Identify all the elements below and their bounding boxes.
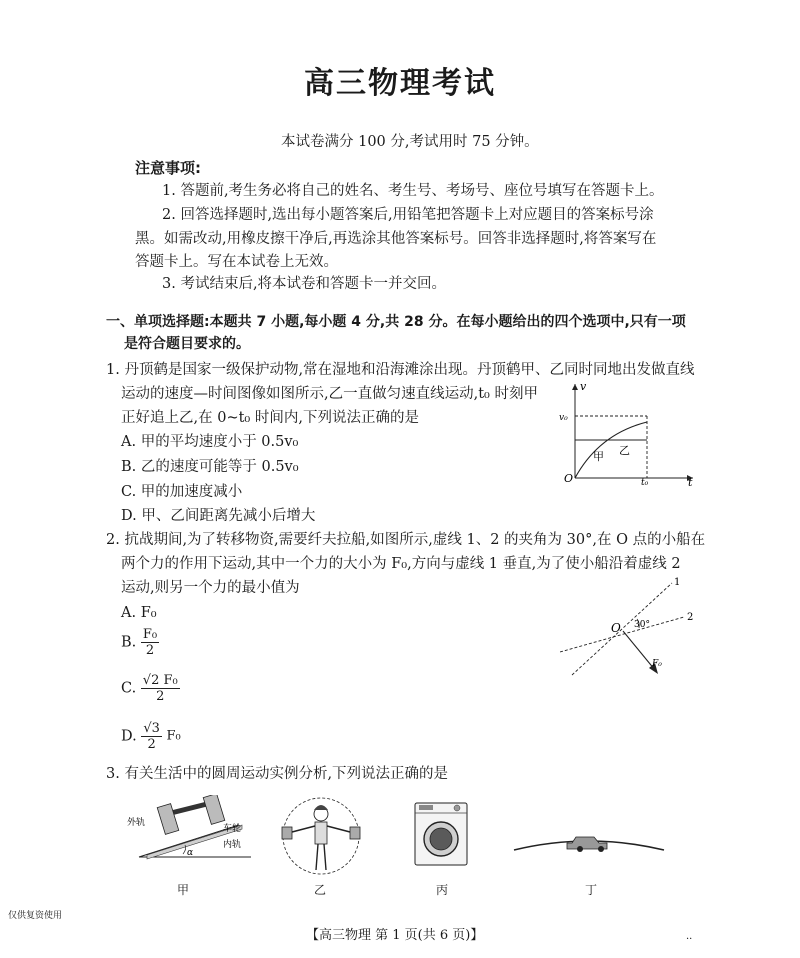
q2-option-c-fraction bbox=[141, 673, 180, 704]
q2-option-d-denominator: 2 bbox=[147, 737, 156, 752]
q1-stem-line3: 正好追上乙,在 0~t₀ 时间内,下列说法正确的是 bbox=[121, 410, 419, 426]
q3-caption-bing: 丙 bbox=[436, 883, 449, 897]
q2-label-force: F₀ bbox=[652, 659, 662, 669]
section1-line2: 是符合题目要求的。 bbox=[124, 336, 250, 352]
q1-graph-x-label: t bbox=[688, 476, 693, 488]
q3-caption-yi: 乙 bbox=[314, 883, 327, 897]
q2-option-b-label: B. bbox=[121, 634, 137, 651]
q2-stem-line2: 两个力的作用下运动,其中一个力的大小为 F₀,方向与虚线 1 垂直,为了使小船沿着虚线 2 bbox=[121, 556, 681, 572]
q2-force-diagram bbox=[560, 575, 705, 685]
q2-label-angle: 30° bbox=[634, 620, 650, 630]
notice-item-2a: 2. 回答选择题时,选出每小题答案后,用铅笔把答题卡上对应题目的答案标号涂 bbox=[162, 207, 654, 223]
q3-caption-jia: 甲 bbox=[177, 883, 190, 897]
q2-option-c bbox=[121, 673, 180, 704]
footer-watermark: 仅供复资使用 bbox=[8, 911, 63, 921]
notice-item-3: 3. 考试结束后,将本试卷和答题卡一并交回。 bbox=[162, 276, 447, 292]
q2-label-line1: 1 bbox=[674, 577, 681, 588]
q2-option-d-label: D. bbox=[121, 728, 137, 745]
q3-figure-bing-washing-machine bbox=[413, 801, 469, 867]
q2-option-d-numerator: √3 bbox=[143, 721, 160, 736]
notice-item-1: 1. 答题前,考生务必将自己的姓名、考生号、考场号、座位号填写在答题卡上。 bbox=[162, 183, 664, 199]
q2-force-arrow bbox=[623, 631, 655, 670]
q3-jia-outer-rail: 外轨 bbox=[127, 818, 146, 828]
q2-option-b-numerator: F₀ bbox=[142, 627, 158, 642]
q2-option-c-numerator: √2 F₀ bbox=[142, 673, 178, 688]
q3-figure-ding-car-on-bridge bbox=[512, 826, 666, 860]
q1-graph-label-yi: 乙 bbox=[619, 444, 630, 457]
q1-option-c: C. 甲的加速度减小 bbox=[121, 484, 243, 500]
q2-stem-line1: 2. 抗战期间,为了转移物资,需要纤夫拉船,如图所示,虚线 1、2 的夹角为 30°,在 O 点的小船在 bbox=[106, 532, 706, 548]
q3-stem: 3. 有关生活中的圆周运动实例分析,下列说法正确的是 bbox=[106, 766, 449, 782]
q1-graph-label-jia: 甲 bbox=[593, 450, 604, 463]
q2-option-b-denominator: 2 bbox=[145, 643, 155, 658]
q1-graph-curve-jia bbox=[575, 422, 647, 478]
q2-stem-line3: 运动,则另一个力的最小值为 bbox=[121, 580, 300, 596]
q3-figure-yi-person-swing bbox=[276, 796, 366, 876]
q2-label-line2: 2 bbox=[687, 612, 694, 623]
q2-option-d-fraction bbox=[141, 721, 162, 752]
q3-jia-inner-rail: 内轨 bbox=[223, 840, 242, 850]
q3-figure-jia-banked-track bbox=[127, 795, 262, 865]
q1-graph-t0: t₀ bbox=[641, 478, 649, 488]
notice-item-2b: 黑。如需改动,用橡皮擦干净后,再选涂其他答案标号。回答非选择题时,将答案写在 bbox=[135, 231, 657, 247]
q2-option-a: A. F₀ bbox=[121, 605, 157, 621]
q1-option-d: D. 甲、乙间距离先减小后增大 bbox=[121, 508, 316, 524]
q1-graph-origin: O bbox=[564, 472, 574, 485]
q3-yi-left-bucket bbox=[282, 827, 292, 839]
q1-option-b: B. 乙的速度可能等于 0.5v₀ bbox=[121, 459, 299, 475]
q2-option-d bbox=[121, 721, 181, 752]
q2-option-d-tail: F₀ bbox=[166, 728, 181, 744]
q3-caption-ding: 丁 bbox=[585, 883, 598, 897]
footer-mark: ·· bbox=[686, 934, 693, 945]
q3-jia-angle: α bbox=[187, 848, 194, 858]
notice-heading: 注意事项: bbox=[135, 159, 201, 177]
q1-stem-line2: 运动的速度—时间图像如图所示,乙一直做匀速直线运动,t₀ 时刻甲 bbox=[121, 386, 538, 402]
q1-stem-line1: 1. 丹顶鹤是国家一级保护动物,常在湿地和沿海滩涂出现。丹顶鹤甲、乙同时同地出发做直线 bbox=[106, 362, 695, 378]
q2-label-origin: O bbox=[611, 621, 621, 635]
notice-item-2c: 答题卡上。写在本试卷上无效。 bbox=[135, 254, 338, 270]
footer-page-label: 【高三物理 第 1 页(共 6 页)】 bbox=[306, 928, 484, 943]
q1-graph-y-label: v bbox=[580, 380, 587, 393]
q1-velocity-time-graph bbox=[555, 378, 700, 488]
q3-yi-right-bucket bbox=[350, 827, 360, 839]
q1-graph-v0: v₀ bbox=[559, 413, 568, 423]
q2-option-c-label: C. bbox=[121, 680, 137, 697]
section1-line1: 一、单项选择题:本题共 7 小题,每小题 4 分,共 28 分。在每小题给出的四个选项中,只有一项 bbox=[106, 314, 686, 330]
q3-jia-wheel: 车轮 bbox=[223, 824, 242, 834]
q1-option-a: A. 甲的平均速度小于 0.5v₀ bbox=[121, 434, 299, 450]
exam-intro: 本试卷满分 100 分,考试用时 75 分钟。 bbox=[281, 134, 539, 150]
page-title: 高三物理考试 bbox=[304, 66, 496, 101]
q2-option-b bbox=[121, 627, 159, 658]
q2-option-c-denominator: 2 bbox=[156, 689, 165, 704]
q2-option-b-fraction bbox=[141, 627, 159, 658]
